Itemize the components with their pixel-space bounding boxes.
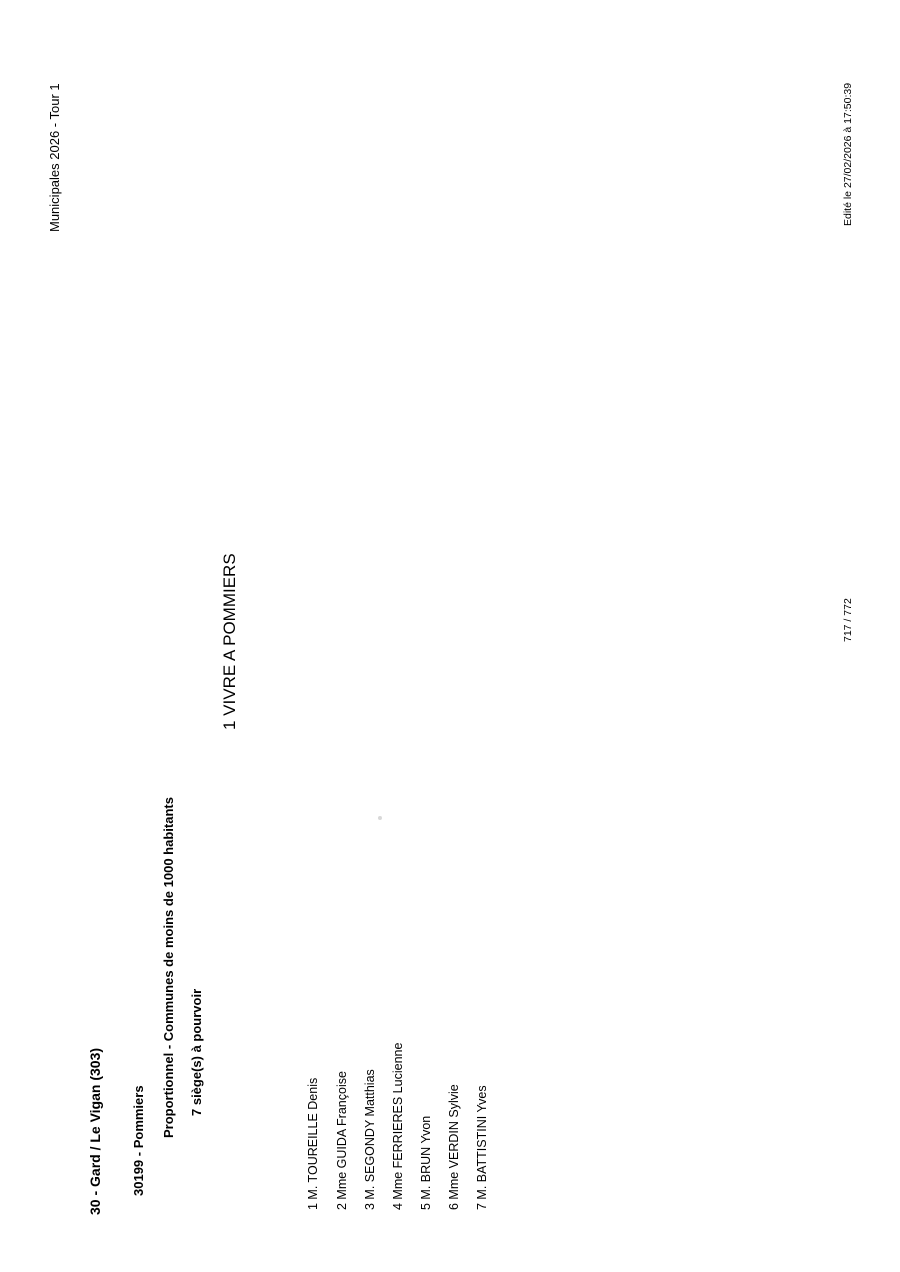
candidate-entry: 7 M. BATTISTINI Yves	[475, 1085, 489, 1210]
commune-heading: 30199 - Pommiers	[131, 1085, 146, 1196]
candidate-entry: 3 M. SEGONDY Matthias	[363, 1069, 377, 1210]
candidate-entry: 5 M. BRUN Yvon	[419, 1115, 433, 1210]
list-title: 1 VIVRE A POMMIERS	[220, 553, 239, 730]
voting-mode: Proportionnel - Communes de moins de 1000 habitants	[161, 797, 176, 1138]
candidate-entry: 6 Mme VERDIN Sylvie	[447, 1084, 461, 1210]
election-title: Municipales 2026 - Tour 1	[47, 83, 62, 232]
candidate-entry: 1 M. TOUREILLE Denis	[306, 1077, 320, 1210]
scan-speck	[378, 816, 382, 820]
candidate-entry: 4 Mme FERRIERES Lucienne	[391, 1042, 405, 1210]
candidate-entry: 2 Mme GUIDA Françoise	[335, 1071, 349, 1210]
circonscription-heading: 30 - Gard / Le Vigan (303)	[87, 1047, 103, 1215]
seats-count: 7 siège(s) à pourvoir	[189, 988, 204, 1116]
page-number: 717 / 772	[842, 598, 854, 642]
edition-timestamp: Edité le 27/02/2026 à 17:50:39	[842, 82, 854, 226]
